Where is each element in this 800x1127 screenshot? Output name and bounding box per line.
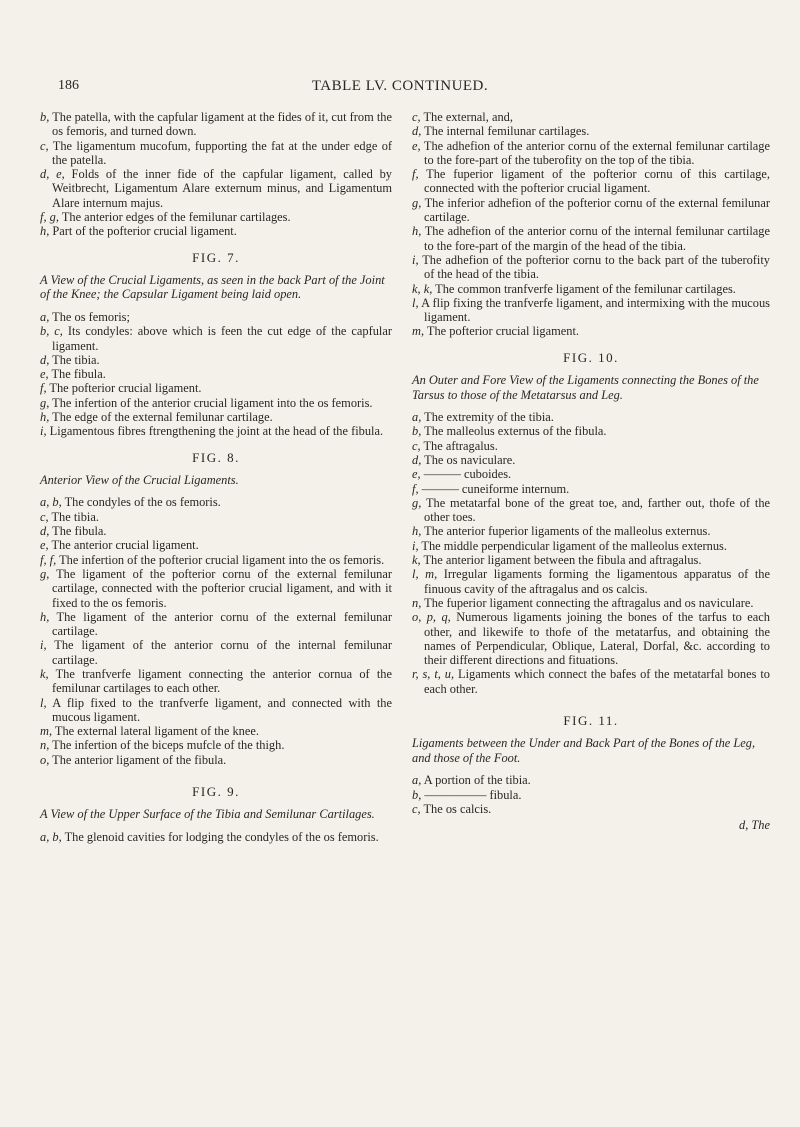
legend-item xyxy=(40,224,392,238)
legend-item-label: g, xyxy=(40,566,50,581)
legend-item-label: l, m, xyxy=(412,567,438,582)
legend-item xyxy=(40,724,392,738)
legend-item-label: i, xyxy=(412,252,419,267)
legend-item-label: e, xyxy=(412,138,421,153)
legend-item xyxy=(412,539,770,553)
legend-item-label: a, xyxy=(40,309,50,324)
legend-item-label: a, b, xyxy=(40,495,62,510)
legend-item-label: b, xyxy=(412,787,422,802)
legend-item-text: A flip fixing the tranfverfe ligament, and intermixing with the mucous ligament. xyxy=(421,295,771,325)
legend-item xyxy=(412,139,770,168)
legend-item xyxy=(412,439,770,453)
legend-item xyxy=(40,310,392,324)
legend-item-text: The tranfverfe ligament connecting the anterior cornua of the femilunar cartilages to each other. xyxy=(52,667,392,696)
legend-item xyxy=(412,196,770,225)
legend-item-label: a, xyxy=(412,773,422,788)
legend-item xyxy=(40,495,392,509)
legend-item xyxy=(40,638,392,667)
legend-item-text: The pofterior crucial ligament. xyxy=(426,324,579,339)
legend-item-text: Numerous ligaments joining the bones of the tarfus to each other, and likewife to thofe of the metatarfus, and obtaining the names of Perpendicular, Oblique, Lateral, Dorfal, &c. according to their different directions and fituations. xyxy=(424,610,770,668)
legend-item-label: k, xyxy=(412,553,421,568)
legend-item-label: h, xyxy=(412,524,422,539)
legend-item xyxy=(40,553,392,567)
legend-item-label: o, p, q, xyxy=(412,610,451,625)
legend-item xyxy=(40,510,392,524)
legend-item-label: f, g, xyxy=(40,210,59,225)
legend-item-text: The infertion of the pofterior crucial ligament into the os femoris. xyxy=(59,552,385,567)
legend-item-text: The middle perpendicular ligament of the malleolus externus. xyxy=(421,538,727,553)
fig10-caption: An Outer and Fore View of the Ligaments connecting the Bones of the Tarsus to those of the Metatarsus and Leg. xyxy=(412,373,759,402)
catchword: d, The xyxy=(739,818,770,833)
legend-item-label: e, xyxy=(412,467,421,482)
legend-item xyxy=(412,410,770,424)
legend-item xyxy=(40,610,392,639)
fig9-caption: A View of the Upper Surface of the Tibia and Semilunar Cartilages. xyxy=(40,807,375,822)
legend-item xyxy=(40,753,392,767)
legend-item xyxy=(40,324,392,353)
legend-item-label: l, xyxy=(412,295,419,310)
legend-item-label: c, xyxy=(40,509,49,524)
legend-item-text: The condyles of the os femoris. xyxy=(64,495,221,510)
running-head: TABLE LV. CONTINUED. xyxy=(311,78,489,94)
legend-item-text: A portion of the tibia. xyxy=(423,773,531,788)
legend-item-label: k, k, xyxy=(412,281,433,296)
legend-item xyxy=(412,167,770,196)
legend-item-text: The anterior crucial ligament. xyxy=(51,538,199,553)
legend-item-text: Folds of the inner fide of the capfular ligament, called by Weitbrecht, Ligamentum Alare externum minus, and Ligamentum Alare internum majus. xyxy=(52,167,392,210)
legend-item-label: f, f, xyxy=(40,552,57,567)
legend-item-label: h, xyxy=(40,410,50,425)
fig7-caption: A View of the Crucial Ligaments, as seen in the back Part of the Joint of the Knee; the Capsular Ligament being laid open. xyxy=(40,272,385,302)
legend-item-text: The fibula. xyxy=(52,524,107,539)
legend-item xyxy=(40,524,392,538)
fig7-items xyxy=(40,310,392,439)
legend-item xyxy=(40,424,392,438)
legend-item xyxy=(40,139,392,168)
legend-item xyxy=(412,296,770,325)
fig9-items xyxy=(40,830,392,844)
legend-item xyxy=(412,110,770,124)
legend-item-label: f, xyxy=(412,167,419,182)
legend-item xyxy=(40,367,392,381)
legend-item-text: The extremity of the tibia. xyxy=(424,410,554,425)
legend-item-label: b, xyxy=(412,424,422,439)
legend-item-label: i, xyxy=(40,638,47,653)
legend-item-text: The metatarfal bone of the great toe, and, farther out, thofe of the other toes. xyxy=(424,495,771,525)
legend-item xyxy=(40,538,392,552)
fig11-items xyxy=(412,773,770,816)
legend-item-text: The tibia. xyxy=(51,509,99,524)
legend-item xyxy=(40,210,392,224)
legend-item-label: c, xyxy=(412,438,421,453)
legend-item-label: d, e, xyxy=(40,167,65,182)
legend-item xyxy=(40,667,392,696)
legend-item xyxy=(412,567,770,596)
fig10-items xyxy=(412,410,770,696)
legend-item-text: The anterior ligament between the fibula and aftragalus. xyxy=(423,553,702,568)
fig10-heading: FIG. 10. xyxy=(563,349,619,365)
legend-item-label: m, xyxy=(40,724,53,739)
legend-item-text: The os femoris; xyxy=(52,309,130,324)
legend-item-text: The glenoid cavities for lodging the condyles of the os femoris. xyxy=(64,829,379,844)
legend-item-text: The malleolus externus of the fibula. xyxy=(424,424,607,439)
legend-item xyxy=(412,453,770,467)
legend-item xyxy=(412,324,770,338)
legend-item xyxy=(412,124,770,138)
fig9-heading: FIG. 9. xyxy=(192,784,240,800)
intro-items-left xyxy=(40,110,392,239)
legend-item-text: The external, and, xyxy=(423,110,513,124)
legend-item-text: The anterior fuperior ligaments of the malleolus externus. xyxy=(424,524,711,539)
legend-item xyxy=(412,253,770,282)
legend-item xyxy=(412,424,770,438)
legend-item-label: l, xyxy=(40,695,47,710)
legend-item xyxy=(412,596,770,610)
fig11-caption: Ligaments between the Under and Back Part of the Bones of the Leg, and those of the Foot. xyxy=(412,736,756,765)
legend-item xyxy=(40,830,392,844)
legend-item-label: c, xyxy=(40,138,49,153)
legend-item-label: g, xyxy=(412,495,422,510)
legend-item-text: The anterior edges of the femilunar cartilages. xyxy=(61,210,291,225)
legend-item-label: f, xyxy=(412,481,419,496)
legend-item-text: The ligament of the anterior cornu of the internal femilunar cartilage. xyxy=(52,638,392,667)
legend-item-text: The external lateral ligament of the knee. xyxy=(54,724,259,739)
legend-item-text: The fibula. xyxy=(51,367,106,382)
legend-item xyxy=(412,802,770,816)
right-column xyxy=(412,110,770,832)
legend-item-text: The inferior adhefion of the pofterior cornu of the external femilunar cartilage. xyxy=(424,195,770,225)
page-header xyxy=(0,78,800,100)
legend-item-label: d, xyxy=(412,452,422,467)
legend-item-text: The aftragalus. xyxy=(423,438,498,453)
legend-item xyxy=(40,381,392,395)
legend-item-text: The anterior ligament of the fibula. xyxy=(52,752,227,767)
legend-item-text: ——— cuboides. xyxy=(423,467,512,482)
legend-item xyxy=(40,696,392,725)
legend-item-label: b, c, xyxy=(40,324,63,339)
legend-item xyxy=(412,482,770,496)
left-column xyxy=(40,110,392,844)
legend-item-label: m, xyxy=(412,324,425,339)
legend-item-label: h, xyxy=(412,224,422,239)
legend-item xyxy=(412,610,770,667)
legend-item-text: The common tranfverfe ligament of the femilunar cartilages. xyxy=(435,281,736,296)
legend-item-label: a, xyxy=(412,410,422,425)
legend-item-text: The adhefion of the anterior cornu of the external femilunar cartilage to the fore-part of the tuberofity on the top of the tibia. xyxy=(423,138,770,167)
legend-item-text: Ligamentous fibres ftrengthening the joint at the head of the fibula. xyxy=(49,424,384,439)
legend-item xyxy=(412,788,770,802)
fig7-heading: FIG. 7. xyxy=(192,249,240,265)
legend-item-label: c, xyxy=(412,110,421,124)
legend-item-label: o, xyxy=(40,752,50,767)
legend-item-text: Irregular ligaments forming the ligamentous apparatus of the finuous cavity of the aftragalus and os calcis. xyxy=(424,567,770,596)
legend-item xyxy=(40,110,392,139)
legend-item xyxy=(412,524,770,538)
legend-item xyxy=(40,353,392,367)
legend-item-label: d, xyxy=(412,124,422,139)
legend-item-text: The os calcis. xyxy=(423,801,492,816)
legend-item-text: The os naviculare. xyxy=(424,452,516,467)
legend-item xyxy=(412,773,770,787)
legend-item-text: The ligament of the pofterior cornu of the external femilunar cartilage, connected with the pofterior crucial ligament, and with it fixed to the os femoris. xyxy=(52,566,393,610)
legend-item-label: f, xyxy=(40,381,47,396)
legend-item-label: i, xyxy=(412,538,419,553)
legend-item-text: The tibia. xyxy=(52,352,100,367)
legend-item-text: The pofterior crucial ligament. xyxy=(49,381,202,396)
legend-item-text: Its condyles: above which is feen the cut edge of the capfular ligament. xyxy=(52,324,392,353)
legend-item xyxy=(40,396,392,410)
legend-item-text: Ligaments which connect the bafes of the metatarfal bones to each other. xyxy=(424,667,770,696)
fig8-heading: FIG. 8. xyxy=(192,449,240,465)
legend-item-label: e, xyxy=(40,367,49,382)
legend-item-text: The infertion of the biceps mufcle of the thigh. xyxy=(52,738,285,753)
legend-item-label: a, b, xyxy=(40,829,62,844)
legend-item-label: d, xyxy=(40,352,50,367)
legend-item-label: i, xyxy=(40,424,47,439)
legend-item-text: ——— cuneiforme internum. xyxy=(421,481,570,496)
legend-item-text: Part of the pofterior crucial ligament. xyxy=(52,224,237,239)
legend-item xyxy=(412,496,770,525)
legend-item-text: The adhefion of the pofterior cornu to the back part of the tuberofity of the head of the tibia. xyxy=(422,252,771,282)
legend-item-text: A flip fixed to the tranfverfe ligament, and connected with the mucous ligament. xyxy=(52,695,392,724)
fig8-items xyxy=(40,495,392,767)
legend-item-text: The fuperior ligament of the pofterior cornu of this cartilage, connected with the pofterior crucial ligament. xyxy=(424,167,770,196)
legend-item xyxy=(412,553,770,567)
legend-item-text: The patella, with the capfular ligament at the fides of it, cut from the os femoris, and turned down. xyxy=(52,110,392,139)
legend-item-text: The adhefion of the anterior cornu of the internal femilunar cartilage to the fore-part of the margin of the head of the tibia. xyxy=(424,224,771,253)
legend-item-label: n, xyxy=(40,738,50,753)
legend-item-label: n, xyxy=(412,595,422,610)
legend-item-text: The edge of the external femilunar cartilage. xyxy=(52,410,273,425)
legend-item-text: The internal femilunar cartilages. xyxy=(424,124,590,139)
legend-item-label: c, xyxy=(412,801,421,816)
fig11-heading: FIG. 11. xyxy=(563,712,619,728)
legend-item-label: h, xyxy=(40,224,50,239)
page-number: 186 xyxy=(58,78,79,93)
legend-item-label: g, xyxy=(40,395,50,410)
legend-item xyxy=(40,567,392,610)
legend-item xyxy=(412,467,770,481)
legend-item-label: d, xyxy=(40,524,50,539)
legend-item-label: k, xyxy=(40,667,49,681)
legend-item-label: e, xyxy=(40,538,49,553)
legend-item-label: r, s, t, u, xyxy=(412,667,455,682)
legend-item xyxy=(40,738,392,752)
legend-item xyxy=(412,282,770,296)
legend-item xyxy=(412,224,770,253)
legend-item-text: The ligament of the anterior cornu of the external femilunar cartilage. xyxy=(52,609,392,639)
legend-item-label: b, xyxy=(40,110,50,124)
legend-item xyxy=(412,667,770,696)
legend-item xyxy=(40,410,392,424)
legend-item-text: The infertion of the anterior crucial ligament into the os femoris. xyxy=(52,395,373,410)
legend-item-label: g, xyxy=(412,195,422,210)
intro-items-right xyxy=(412,110,770,339)
legend-item-text: The ligamentum mucofum, fupporting the fat at the under edge of the patella. xyxy=(52,138,393,167)
legend-item-text: The fuperior ligament connecting the aftragalus and os naviculare. xyxy=(424,595,754,610)
legend-item-label: h, xyxy=(40,609,50,624)
legend-item xyxy=(40,167,392,210)
legend-item-text: ————— fibula. xyxy=(424,787,522,802)
fig8-caption: Anterior View of the Crucial Ligaments. xyxy=(40,472,239,487)
